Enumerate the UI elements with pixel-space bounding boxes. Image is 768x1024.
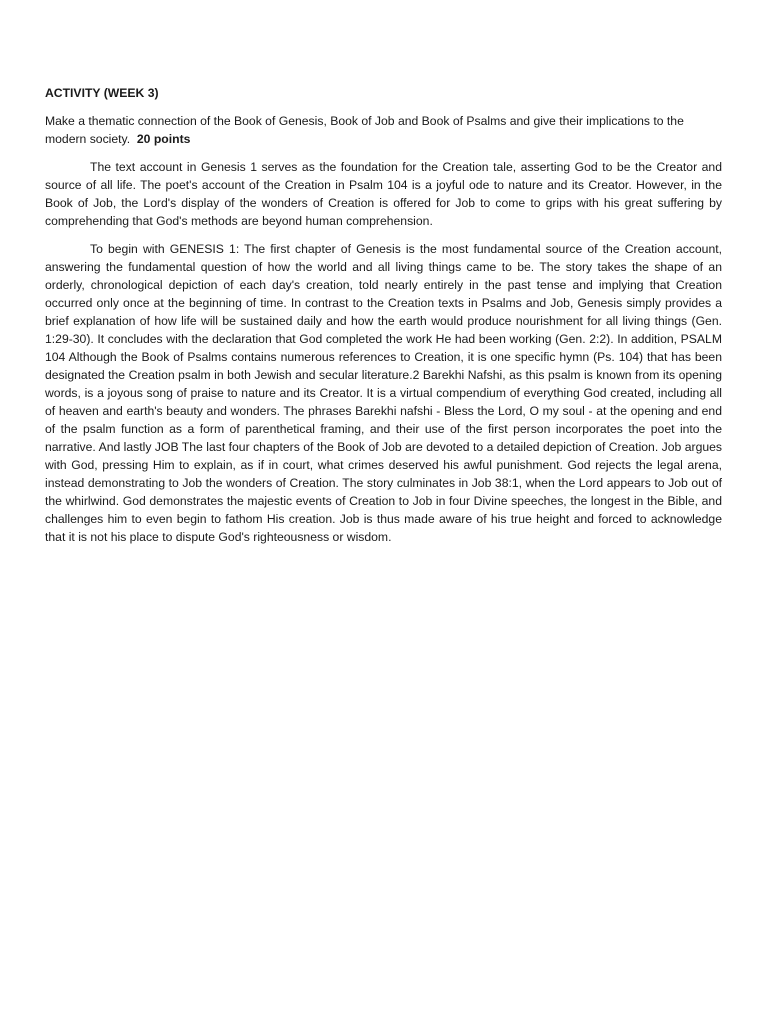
activity-instruction: [45, 112, 722, 148]
activity-heading: ACTIVITY (WEEK 3): [45, 86, 159, 100]
points-label: 20 points: [136, 132, 191, 146]
intro-paragraph: The text account in Genesis 1 serves as the foundation for the Creation tale, asserting God to be the Creator and source of all life. The poet's account of the Creation in Psalm 104 is a joyful ode to nature and its Creator. However, in the Book of Job, the Lord's display of the wonders of Creation is offered for Job to come to grips with his great suffering by comprehending that God's methods are beyond human comprehension.: [45, 160, 722, 228]
document-body: [45, 84, 722, 556]
body-paragraph: To begin with GENESIS 1: The first chapter of Genesis is the most fundamental source of the Creation account, answering the fundamental question of how the world and all living things came to be. The story takes the shape of an orderly, chronological depiction of each day's creation, told nearly entirely in the past tense and implying that Creation occurred only once at the beginning of time. In contrast to the Creation texts in Psalms and Job, Genesis simply provides a brief explanation of how life will be sustained daily and how the earth would produce nourishment for all living things (Gen. 1:29-30). It concludes with the declaration that God completed the work He had been working (Gen. 2:2). In addition, PSALM 104 Although the Book of Psalms contains numerous references to Creation, it is one specific hymn (Ps. 104) that has been designated the Creation psalm in both Jewish and secular literature.2 Barekhi Nafshi, as this psalm is known from its opening words, is a joyous song of praise to nature and its Creator. It is a virtual compendium of everything God created, including all of heaven and earth's beauty and wonders. The phrases Barekhi nafshi - Bless the Lord, O my soul - at the opening and end of the psalm function as a form of parenthetical framing, and their use of the first person incorporates the poet into the narrative. And lastly JOB The last four chapters of the Book of Job are devoted to a detailed depiction of Creation. Job argues with God, pressing Him to explain, as if in court, what crimes deserved his awful punishment. God rejects the legal arena, instead demonstrating to Job the wonders of Creation. The story culminates in Job 38:1, when the Lord appears to Job out of the whirlwind. God demonstrates the majestic events of Creation to Job in four Divine speeches, the longest in the Bible, and challenges him to even begin to fathom His creation. Job is thus made aware of his true height and forced to acknowledge that it is not his place to dispute God's righteousness or wisdom.: [45, 242, 722, 544]
instruction-text: Make a thematic connection of the Book of Genesis, Book of Job and Book of Psalms and give their implications to the modern society.: [45, 114, 684, 146]
